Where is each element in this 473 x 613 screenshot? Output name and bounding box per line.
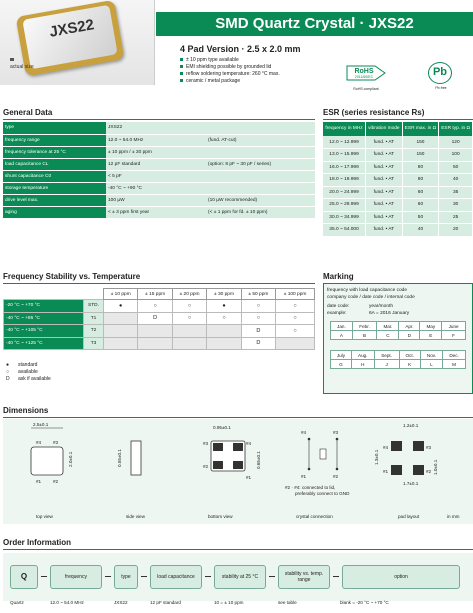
general-data-value: 12.0 ~ 54.0 MHz — [106, 134, 206, 146]
stability-range: -20 °C ~ +70 °C — [4, 300, 84, 313]
conn-note-2: preferably connect to GND — [295, 491, 350, 496]
example-label: example: — [327, 311, 347, 316]
esr-cell: 13.0 ~ 15.999 — [323, 149, 366, 162]
stability-cell: ○ — [276, 325, 315, 338]
general-data-value: 12 pF standard — [106, 158, 206, 170]
feature-item: EMI shielding possible by grounded lid — [180, 64, 280, 71]
side-view-outline — [131, 441, 141, 475]
esr-cell: 40 — [402, 224, 439, 237]
rohs-text: RoHS — [354, 68, 374, 75]
month-code-cell: L — [420, 360, 442, 369]
general-data-row — [3, 158, 315, 170]
conn-pin3: #3 — [333, 430, 339, 435]
esr-cell: 60 — [402, 199, 439, 212]
pad-4 — [391, 441, 402, 451]
stability-cell — [172, 337, 206, 350]
general-data-row — [3, 122, 315, 134]
stability-cell — [276, 337, 315, 350]
pad-1 — [391, 465, 402, 475]
dim-pad-width: 1.2±0.1 — [403, 423, 419, 428]
divider — [3, 283, 315, 284]
esr-cell: fund. • AT — [366, 149, 403, 162]
month-cell: Febr. — [352, 322, 377, 331]
month-code-cell: K — [399, 360, 420, 369]
general-data-row — [3, 134, 315, 146]
general-data-value: < ± 3 ppm first year — [106, 206, 206, 218]
stability-column-header: ± 100 ppm — [276, 289, 315, 300]
legend-symbol: ● — [6, 362, 10, 368]
order-field-box: Q — [10, 565, 38, 589]
esr-row — [323, 211, 473, 224]
esr-cell: 80 — [402, 174, 439, 187]
pad-pin4: #4 — [383, 445, 389, 450]
month-code-cell: C — [377, 331, 399, 340]
stability-cell: D — [241, 337, 275, 350]
general-data-key: load capacitance CL — [3, 158, 106, 170]
stability-cell — [138, 325, 172, 338]
month-code-cell: J — [374, 360, 399, 369]
esr-heading: ESR (series resistance Rs) — [323, 108, 425, 117]
marking-heading: Marking — [323, 272, 354, 281]
dim-bottom-height: 0.65±0.1 — [256, 451, 261, 469]
order-field-value: Quartz — [10, 600, 24, 605]
stability-cell: ● — [104, 300, 138, 313]
month-cell: Nov. — [420, 351, 442, 360]
divider — [3, 549, 473, 550]
month-code-table-2 — [330, 350, 466, 369]
month-cell: July — [331, 351, 352, 360]
pad-pin1: #1 — [383, 469, 389, 474]
order-separator — [41, 576, 47, 577]
general-data-key: frequency tolerance at 25 °C — [3, 146, 106, 158]
stability-column-header: ± 20 ppm — [172, 289, 206, 300]
order-separator — [333, 576, 339, 577]
stability-range: -40 °C ~ +125 °C — [4, 337, 84, 350]
esr-cell: 80 — [402, 161, 439, 174]
stability-cell — [138, 337, 172, 350]
esr-cell: 25 — [439, 211, 473, 224]
month-code-cell: B — [352, 331, 377, 340]
order-field-box: frequency — [50, 565, 102, 589]
order-separator — [269, 576, 275, 577]
stability-row — [4, 312, 315, 325]
actual-size-label: actual size — [10, 64, 34, 70]
esr-cell: 20 — [439, 224, 473, 237]
stability-row — [4, 337, 315, 350]
esr-cell: 50 — [439, 161, 473, 174]
stability-cell — [207, 325, 241, 338]
stability-cell: ○ — [138, 300, 172, 313]
order-field-box: load capacitance — [150, 565, 202, 589]
esr-cell: 120 — [439, 136, 473, 149]
page-title: SMD Quartz Crystal · JXS22 — [156, 12, 473, 36]
month-cell: Aug. — [351, 351, 374, 360]
esr-cell: 25.0 ~ 29.999 — [323, 199, 366, 212]
date-code-value: year/month — [369, 304, 393, 309]
month-cell: Dec. — [443, 351, 466, 360]
stability-code: T1 — [84, 312, 104, 325]
date-code-block — [327, 303, 467, 317]
esr-cell: 150 — [402, 149, 439, 162]
esr-cell: 40 — [439, 174, 473, 187]
top-pin1: #1 — [36, 479, 42, 484]
general-data-note: (< ± 1 ppm for fd. ± 10 ppm) — [206, 206, 315, 218]
esr-cell: fund. • AT — [366, 136, 403, 149]
order-heading: Order Information — [3, 538, 72, 547]
pad-pin3: #3 — [426, 445, 432, 450]
stability-cell: ○ — [172, 300, 206, 313]
feature-item: ceramic / metal package — [180, 78, 280, 85]
order-field-box: type — [114, 565, 138, 589]
esr-column-header: frequency in MHz — [323, 122, 366, 136]
general-data-row — [3, 206, 315, 218]
general-data-row — [3, 182, 315, 194]
order-separator — [141, 576, 147, 577]
page-subtitle: 4 Pad Version · 2.5 x 2.0 mm — [180, 44, 301, 54]
general-data-note — [206, 122, 315, 134]
esr-cell: 12.0 ~ 12.999 — [323, 136, 366, 149]
month-cell: Mar. — [377, 322, 399, 331]
stability-row — [4, 325, 315, 338]
general-data-note — [206, 170, 315, 182]
marking-text — [327, 287, 415, 301]
order-field-box: stability vs. temp. range — [278, 565, 330, 589]
bottom-pin1: #1 — [246, 475, 252, 480]
bottom-pin2: #2 — [203, 464, 209, 469]
pb-free-caption: Pb free — [435, 86, 447, 90]
divider — [3, 417, 473, 418]
order-field-value: 12 pF standard — [150, 600, 181, 605]
label-crystal-connection: crystal connection — [296, 514, 333, 519]
esr-cell: 18.0 ~ 19.999 — [323, 174, 366, 187]
esr-cell: 50 — [402, 211, 439, 224]
month-cell: May — [420, 322, 442, 331]
date-code-label: date code: — [327, 304, 350, 309]
dim-pad-height: 1.0±0.1 — [433, 459, 438, 475]
esr-cell: fund. • AT — [366, 186, 403, 199]
stability-cell: ○ — [241, 300, 275, 313]
legend-item — [6, 362, 51, 369]
dimensions-heading: Dimensions — [3, 406, 49, 415]
general-data-value: JXS22 — [106, 122, 206, 134]
month-code-cell: D — [399, 331, 420, 340]
feature-item: ± 10 ppm type available — [180, 57, 280, 64]
esr-cell: fund. • AT — [366, 161, 403, 174]
month-cell: Jan. — [331, 322, 353, 331]
order-field-box: stability at 25 °C — [214, 565, 266, 589]
dim-bottom-width: 0.95±0.1 — [213, 425, 231, 430]
general-data-row — [3, 146, 315, 158]
esr-row — [323, 136, 473, 149]
stability-cell: D — [138, 312, 172, 325]
esr-column-header: ESR max. in Ω — [402, 122, 439, 136]
esr-row — [323, 199, 473, 212]
conn-pin1: #1 — [301, 474, 307, 479]
stability-row — [4, 300, 315, 313]
stability-cell: D — [241, 325, 275, 338]
general-data-note: (option: 8 pF ~ 30 pF / series) — [206, 158, 315, 170]
general-data-value: < 5 pF — [106, 170, 206, 182]
legend-symbol: D — [6, 376, 10, 382]
stability-column-header: ± 15 ppm — [138, 289, 172, 300]
actual-size-swatch — [10, 58, 14, 61]
dim-top-width: 2.5±0.1 — [33, 422, 49, 427]
legend-item — [6, 369, 51, 376]
crystal-marking: JXS22 — [48, 16, 96, 41]
order-separator — [205, 576, 211, 577]
stability-column-header: ± 50 ppm — [241, 289, 275, 300]
example-value: 6A = 2016 January — [369, 311, 410, 316]
legend-text: available — [18, 369, 38, 375]
general-data-value: 100 µW — [106, 194, 206, 206]
esr-cell: 100 — [439, 149, 473, 162]
stability-column-header: ± 30 ppm — [207, 289, 241, 300]
dim-pad-gap-h: 1.3±0.1 — [374, 449, 379, 465]
month-code-cell: F — [442, 331, 466, 340]
top-view-outline — [31, 447, 63, 475]
marking-line-2: company code / date code / internal code — [327, 295, 415, 300]
esr-row — [323, 186, 473, 199]
general-data-key: storage temperature — [3, 182, 106, 194]
conn-pin4: #4 — [301, 430, 307, 435]
stability-code: T2 — [84, 325, 104, 338]
general-data-value: ± 10 ppm / ± 30 ppm — [106, 146, 206, 158]
esr-column-header: ESR typ. in Ω — [439, 122, 473, 136]
general-data-note: (fund. AT-cut) — [206, 134, 315, 146]
legend-text: ask if available — [18, 376, 51, 382]
month-code-table-1 — [330, 321, 466, 340]
month-code-cell: G — [331, 360, 352, 369]
general-data-key: shunt capacitance C0 — [3, 170, 106, 182]
stability-cell — [104, 312, 138, 325]
unit-label: in mm — [447, 514, 460, 519]
stability-cell: ● — [207, 300, 241, 313]
esr-cell: 30 — [439, 199, 473, 212]
esr-table — [323, 122, 473, 237]
stability-cell — [207, 337, 241, 350]
esr-cell: fund. • AT — [366, 174, 403, 187]
stability-code: STD. — [84, 300, 104, 313]
month-code-cell: E — [420, 331, 442, 340]
order-separator — [105, 576, 111, 577]
stability-cell — [104, 325, 138, 338]
stability-range: -40 °C ~ +85 °C — [4, 312, 84, 325]
pb-free-icon: Pb — [428, 62, 452, 84]
legend-text: standard — [18, 362, 38, 368]
pad-2 — [413, 465, 424, 475]
general-data-key: aging — [3, 206, 106, 218]
label-side-view: side view — [126, 514, 145, 519]
top-pin2: #2 — [53, 479, 59, 484]
dim-side-thickness: 0.55±0.1 — [117, 449, 122, 467]
stability-cell: ○ — [276, 312, 315, 325]
general-data-key: frequency range — [3, 134, 106, 146]
marking-line-1: frequency with load capacitance code — [327, 288, 407, 293]
rohs-caption: RoHS compliant — [353, 87, 379, 91]
order-field-value: 12.0 ~ 54.0 MHz — [50, 600, 84, 605]
general-data-row — [3, 170, 315, 182]
stability-legend — [6, 362, 51, 383]
rohs-directive: 2011/65/EC — [354, 75, 374, 79]
dim-top-height: 2.0±0.1 — [68, 451, 73, 467]
label-top-view: top view — [36, 514, 53, 519]
month-code-cell: H — [351, 360, 374, 369]
general-data-table — [3, 122, 315, 219]
divider — [323, 119, 473, 120]
general-data-row — [3, 194, 315, 206]
esr-cell: 35 — [439, 186, 473, 199]
stability-code: T3 — [84, 337, 104, 350]
stability-cell: ○ — [276, 300, 315, 313]
conn-note-1: #2 · #4: connected to lid, — [285, 485, 336, 490]
esr-row — [323, 224, 473, 237]
feature-item: reflow soldering temperature: 260 °C max. — [180, 71, 280, 78]
esr-cell: fund. • AT — [366, 224, 403, 237]
stability-cell — [172, 325, 206, 338]
general-data-key: type — [3, 122, 106, 134]
legend-symbol: ○ — [6, 369, 10, 375]
month-code-cell: A — [331, 331, 353, 340]
stability-table — [3, 288, 315, 350]
feature-list — [180, 57, 280, 85]
legend-item — [6, 376, 51, 383]
general-data-heading: General Data — [3, 108, 53, 117]
conn-pin2: #2 — [333, 474, 339, 479]
dimensions-drawing — [3, 419, 473, 514]
esr-row — [323, 161, 473, 174]
esr-cell: 60 — [402, 186, 439, 199]
month-cell: Sept. — [374, 351, 399, 360]
order-field-value: 10 = ± 10 ppm — [214, 600, 244, 605]
general-data-value: -40 °C ~ +90 °C — [106, 182, 206, 194]
month-cell: June — [442, 322, 466, 331]
stability-cell: ○ — [172, 312, 206, 325]
divider — [3, 119, 315, 120]
esr-cell: 16.0 ~ 17.999 — [323, 161, 366, 174]
general-data-note: (10 µW recommended) — [206, 194, 315, 206]
top-pin4: #4 — [36, 440, 42, 445]
bottom-pin4: #4 — [246, 441, 252, 446]
esr-cell: fund. • AT — [366, 199, 403, 212]
stability-heading: Frequency Stability vs. Temperature — [3, 272, 141, 281]
general-data-note — [206, 182, 315, 194]
bottom-pin3: #3 — [203, 441, 209, 446]
stability-cell: ○ — [241, 312, 275, 325]
rohs-badge-icon — [345, 62, 387, 84]
stability-cell: ○ — [207, 312, 241, 325]
label-bottom-view: bottom view — [208, 514, 233, 519]
stability-cell — [104, 337, 138, 350]
label-pad-layout: pad layout — [398, 514, 420, 519]
top-pin3: #3 — [53, 440, 59, 445]
stability-column-header: ± 10 ppm — [104, 289, 138, 300]
esr-column-header: vibration mode — [366, 122, 403, 136]
month-code-cell: M — [443, 360, 466, 369]
month-cell: Apr. — [399, 322, 420, 331]
order-field-value: JXS22 — [114, 600, 128, 605]
esr-cell: 150 — [402, 136, 439, 149]
stability-range: -40 °C ~ +105 °C — [4, 325, 84, 338]
esr-cell: 35.0 ~ 54.000 — [323, 224, 366, 237]
esr-cell: fund. • AT — [366, 211, 403, 224]
esr-cell: 20.0 ~ 24.999 — [323, 186, 366, 199]
pad-3 — [413, 441, 424, 451]
order-field-box: option — [342, 565, 460, 589]
general-data-key: drive level max. — [3, 194, 106, 206]
dim-pad-gap-w: 1.7±0.1 — [403, 481, 419, 486]
esr-cell: 30.0 ~ 34.999 — [323, 211, 366, 224]
month-cell: Oct. — [399, 351, 420, 360]
order-field-value: blank = -20 °C ~ +70 °C — [340, 600, 389, 605]
esr-row — [323, 149, 473, 162]
general-data-note — [206, 146, 315, 158]
order-field-value: see table — [278, 600, 297, 605]
pad-pin2: #2 — [426, 469, 432, 474]
esr-row — [323, 174, 473, 187]
